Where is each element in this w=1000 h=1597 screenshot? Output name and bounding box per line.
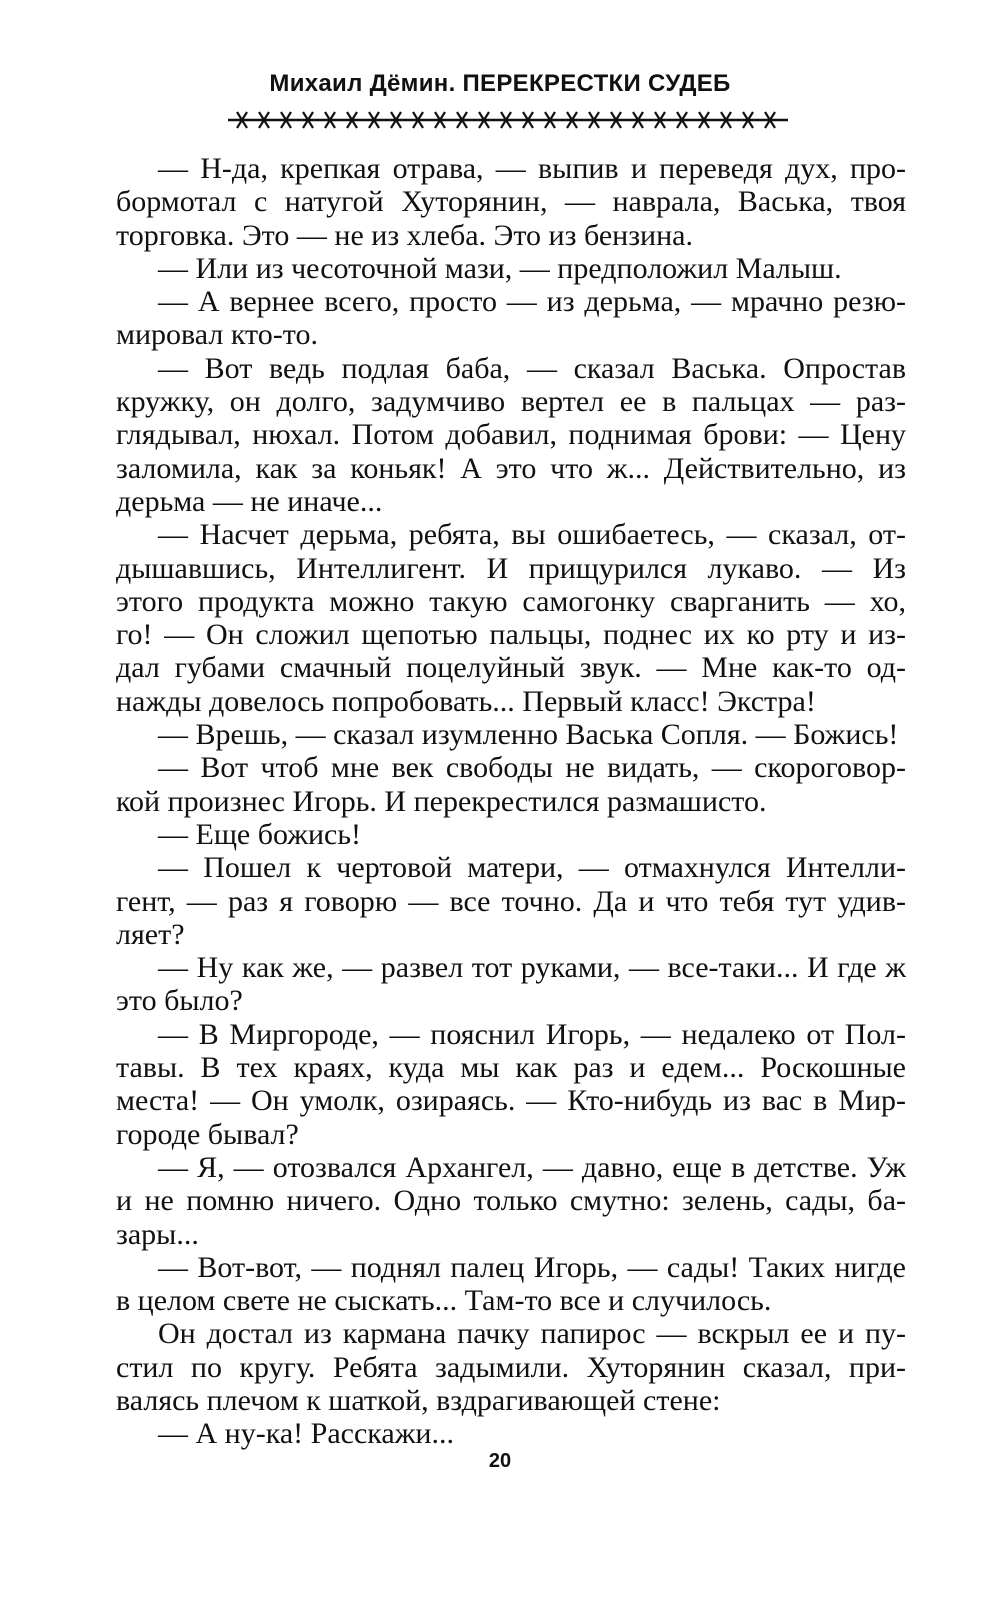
text-line: — В Миргороде, — пояснил Игорь, — недалеко от Пол- — [158, 1017, 906, 1051]
text-line: — Н-да, крепкая отрава, — выпив и переведя дух, про- — [158, 152, 906, 185]
text-line: бормотал с натугой Хуторянин, — наврала, Васька, твоя — [116, 185, 906, 219]
body-text — [116, 152, 906, 1451]
text-line: дышавшись, Интеллигент. И прищурился лукаво. — Из — [116, 551, 906, 585]
text-line: в целом свете не сыскать... Там-то все и случилось. — [116, 1284, 772, 1318]
text-line: — Насчет дерьма, ребята, вы ошибаетесь, — сказал, от- — [158, 518, 906, 552]
text-line: дерьма — не иначе... — [116, 484, 383, 518]
text-line: — Вот чтоб мне век свободы не видать, — скороговор- — [158, 751, 906, 785]
text-line: глядывал, нюхал. Потом добавил, поднимая брови: — Цену — [116, 418, 906, 452]
text-line: городе бывал? — [116, 1117, 299, 1151]
text-line: — Ну как же, — развел тот руками, — все-таки... И где ж — [158, 951, 906, 985]
text-line: зары... — [116, 1217, 199, 1251]
text-line: этого продукта можно такую самогонку сварганить — хо, — [116, 584, 906, 618]
text-line: торговка. Это — не из хлеба. Это из бензина. — [116, 218, 693, 252]
text-line: тавы. В тех краях, куда мы как раз и едем... Роскошные — [116, 1051, 906, 1085]
text-line: это было? — [116, 984, 243, 1018]
running-head: Михаил Дёмин. ПЕРЕКРЕСТКИ СУДЕБ — [269, 70, 731, 97]
text-line: — Или из чесоточной мази, — предположил Малыш. — [158, 251, 842, 285]
page-number: 20 — [488, 1450, 512, 1472]
text-line: ляет? — [116, 917, 185, 951]
text-line: и не помню ничего. Одно только смутно: зелень, сады, ба- — [116, 1184, 906, 1218]
text-line: дал губами смачный поцелуйный звук. — Мне как-то од- — [116, 651, 906, 685]
text-line: мировал кто-то. — [116, 318, 318, 352]
text-line: го! — Он сложил щепотью пальцы, поднес их ко рту и из- — [116, 618, 906, 652]
text-line: места! — Он умолк, озираясь. — Кто-нибудь из вас в Мир- — [116, 1084, 906, 1118]
text-line: — Пошел к чертовой матери, — отмахнулся Интелли- — [158, 851, 906, 885]
text-line: кружку, он долго, задумчиво вертел ее в пальцах — раз- — [116, 385, 906, 419]
text-line: заломила, как за коньяк! А это что ж... Действительно, из — [116, 451, 906, 485]
text-line: — А вернее всего, просто — из дерьма, — мрачно резю- — [158, 285, 906, 319]
text-line: валясь плечом к шаткой, вздрагивающей стене: — [116, 1383, 721, 1417]
text-line: — Вот-вот, — поднял палец Игорь, — сады! Таких нигде — [158, 1250, 906, 1284]
text-line: — Вот ведь подлая баба, — сказал Васька. Опростав — [158, 351, 906, 385]
text-line: — Еще божись! — [158, 817, 362, 851]
text-line: стил по кругу. Ребята задымили. Хуторянин сказал, при- — [116, 1350, 906, 1384]
text-line: гент, — раз я говорю — все точно. Да и что тебя тут удив- — [116, 884, 906, 918]
text-line: — Я, — отозвался Архангел, — давно, еще в детстве. Уж — [158, 1150, 906, 1184]
text-line: нажды довелось попробовать... Первый класс! Экстра! — [116, 684, 816, 718]
text-line: — А ну-ка! Расскажи... — [158, 1417, 454, 1451]
text-line: — Врешь, — сказал изумленно Васька Сопля. — Божись! — [158, 718, 899, 752]
decorative-rule — [228, 108, 788, 132]
text-line: кой произнес Игорь. И перекрестился размашисто. — [116, 784, 767, 818]
text-line: Он достал из кармана пачку папирос — вскрыл ее и пу- — [158, 1317, 906, 1351]
